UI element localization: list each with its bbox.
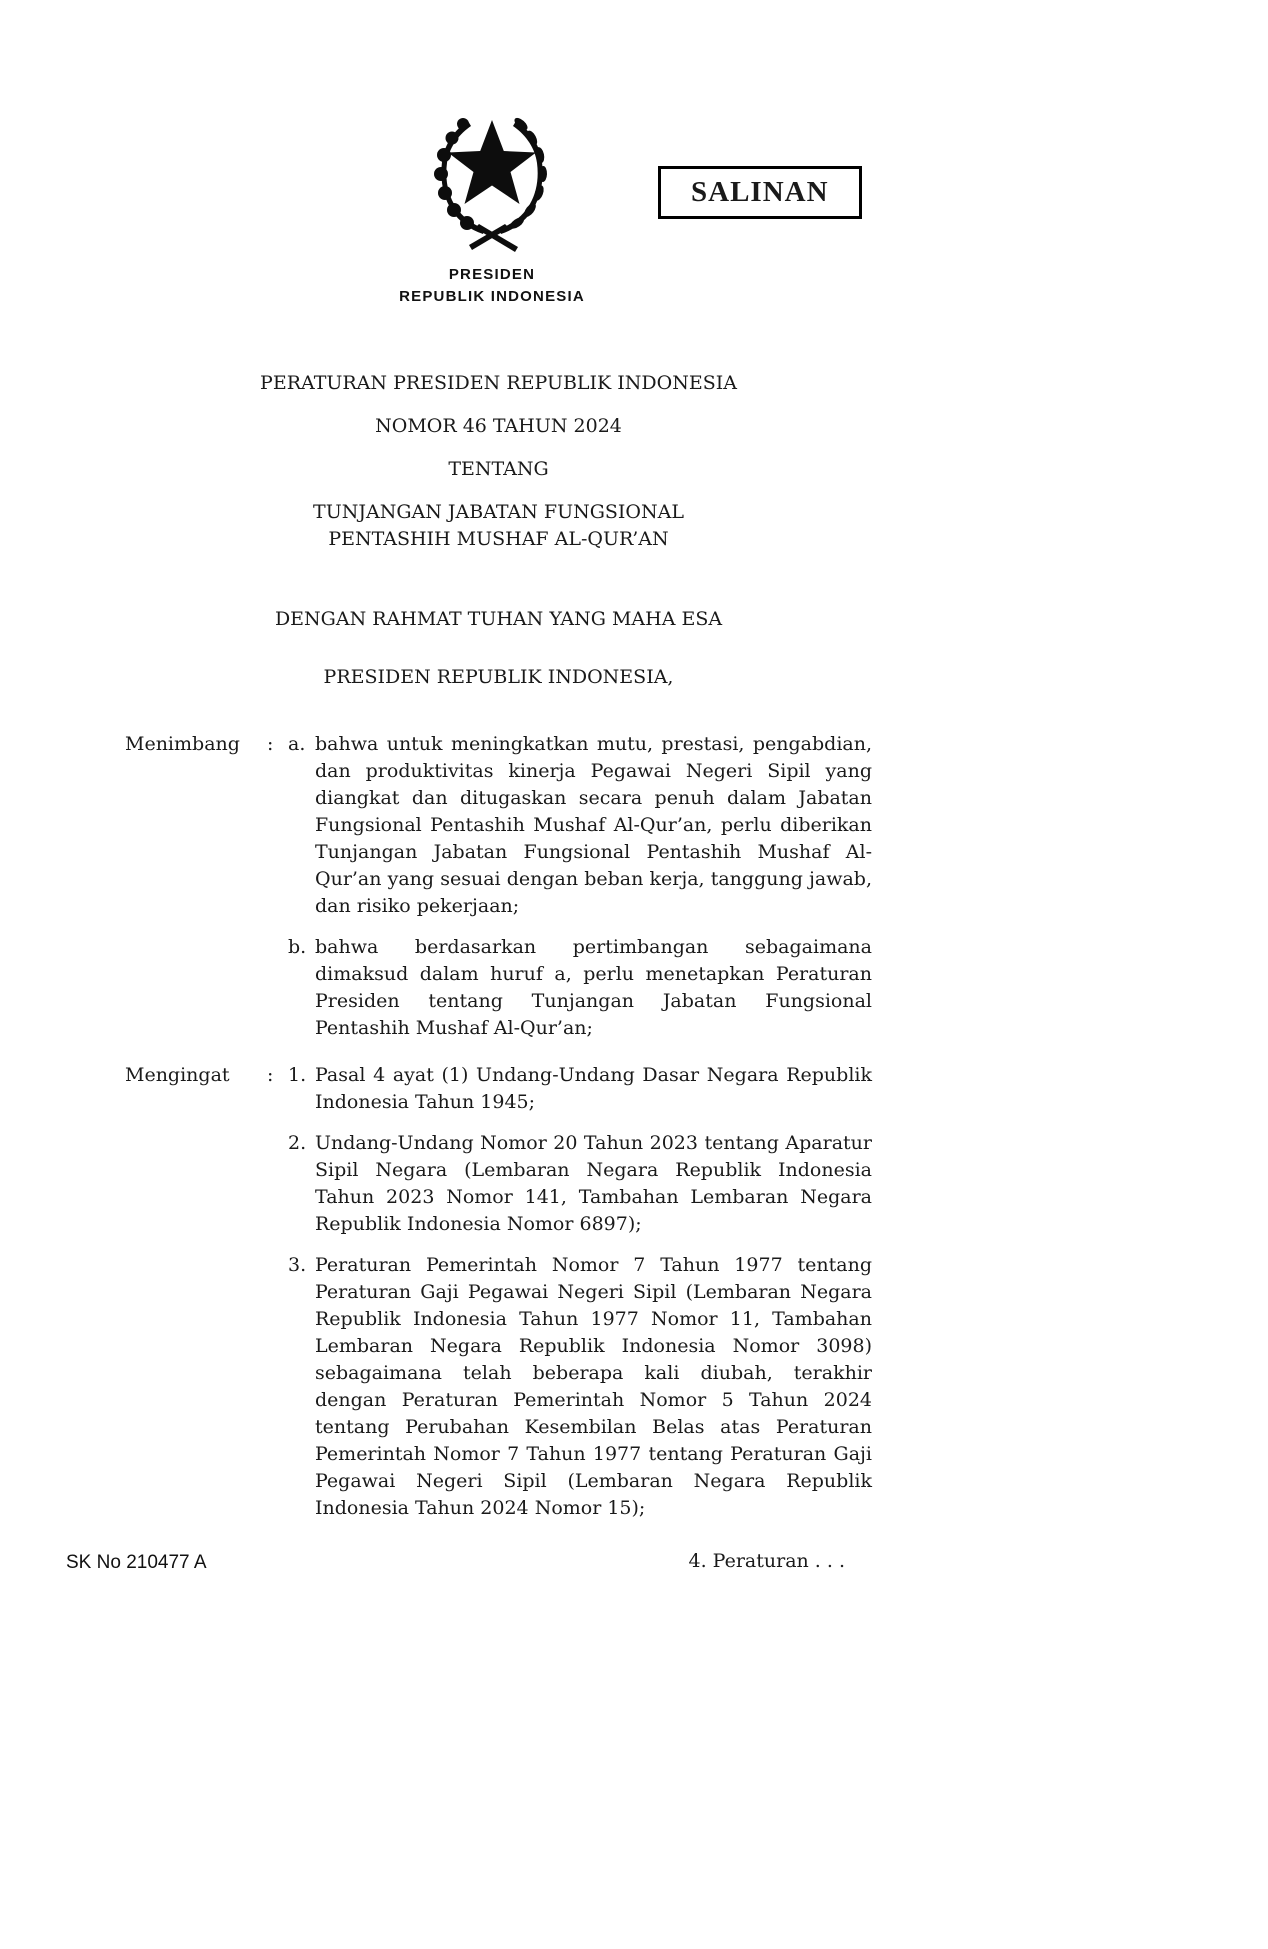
item-text: bahwa untuk meningkatkan mutu, prestasi, pengabdian, dan produktivitas kinerja Pegawai Negeri Sipil yang diangkat dan ditugaskan secara penuh dalam Jabatan Fungsional Pentashih Mushaf Al-Qur’an, perlu diberikan Tunjangan Jabatan Fungsional Pentashih Mushaf Al-Qur’an yang sesuai dengan beban kerja, tanggung jawab, dan risiko pekerjaan; (315, 733, 872, 917)
list-item (288, 1130, 872, 1238)
section-items (288, 1062, 872, 1522)
list-item (288, 934, 872, 1042)
institution-line-republik: REPUBLIK INDONESIA (399, 287, 585, 305)
section-label: Mengingat (125, 1064, 230, 1086)
section-mengingat (125, 1062, 872, 1522)
item-text: Undang-Undang Nomor 20 Tahun 2023 tentang Aparatur Sipil Negara (Lembaran Negara Republik Indonesia Tahun 2023 Nomor 141, Tambahan Lembaran Negara Republik Indonesia Nomor 6897); (315, 1132, 872, 1235)
subject-line2: PENTASHIH MUSHAF AL-QUR’AN (328, 528, 669, 550)
section-items (288, 731, 872, 1042)
section-label: Menimbang (125, 733, 240, 755)
section-colon: : (267, 733, 274, 755)
list-item (288, 1062, 872, 1116)
item-marker: 3. (288, 1254, 307, 1276)
item-marker: b. (288, 936, 307, 958)
regulation-number: NOMOR 46 TAHUN 2024 (375, 415, 622, 437)
regulation-title: PERATURAN PRESIDEN REPUBLIK INDONESIA (260, 372, 737, 394)
list-item (288, 731, 872, 920)
subject-line1: TUNJANGAN JABATAN FUNGSIONAL (313, 501, 684, 523)
authority-line: PRESIDEN REPUBLIK INDONESIA, (323, 666, 674, 688)
title-block (125, 370, 872, 691)
invocation-line: DENGAN RAHMAT TUHAN YANG MAHA ESA (274, 608, 723, 630)
about-label: TENTANG (448, 458, 549, 480)
list-item (288, 1252, 872, 1522)
salinan-stamp (658, 166, 862, 219)
item-marker: 2. (288, 1132, 307, 1154)
emblem-svg (417, 100, 567, 258)
section-menimbang (125, 731, 872, 1042)
item-text: bahwa berdasarkan pertimbangan sebagaimana dimaksud dalam huruf a, perlu menetapkan Peraturan Presiden tentang Tunjangan Jabatan Fungsional Pentashih Mushaf Al-Qur’an; (315, 936, 872, 1039)
item-marker: a. (288, 733, 306, 755)
document-body (125, 370, 872, 1575)
salinan-label: SALINAN (691, 176, 829, 208)
presidential-star-emblem-icon (417, 100, 567, 258)
page-continuation: 4. Peraturan . . . (688, 1550, 845, 1572)
item-text: Pasal 4 ayat (1) Undang-Undang Dasar Negara Republik Indonesia Tahun 1945; (315, 1064, 872, 1113)
item-marker: 1. (288, 1064, 307, 1086)
institution-line-presiden: PRESIDEN (448, 266, 536, 283)
sk-number: SK No 210477 A (66, 1552, 207, 1573)
section-colon: : (267, 1064, 274, 1086)
item-text: Peraturan Pemerintah Nomor 7 Tahun 1977 tentang Peraturan Gaji Pegawai Negeri Sipil (Lembaran Negara Republik Indonesia Tahun 1977 Nomor 11, Tambahan Lembaran Negara Republik Indonesia Nomor 3098) sebagaimana telah beberapa kali diubah, terakhir dengan Peraturan Pemerintah Nomor 5 Tahun 2024 tentang Perubahan Kesembilan Belas atas Peraturan Pemerintah Nomor 7 Tahun 1977 tentang Peraturan Gaji Pegawai Negeri Sipil (Lembaran Negara Republik Indonesia Tahun 2024 Nomor 15); (315, 1254, 872, 1519)
institution-header (0, 264, 984, 308)
